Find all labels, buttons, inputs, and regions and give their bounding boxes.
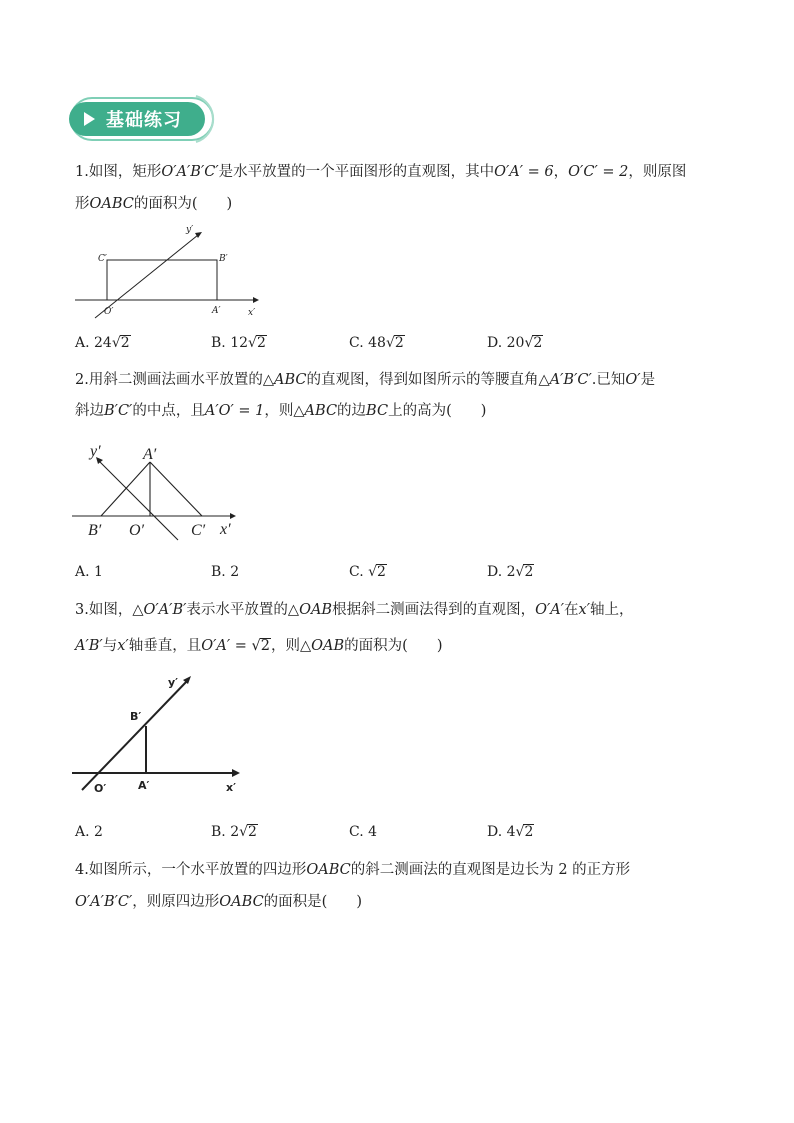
question-3-figure xyxy=(70,670,250,800)
question-2-line-1: 2.用斜二测画法画水平放置的△ABC的直观图，得到如图所示的等腰直角△A′B′C′.已知O′是 xyxy=(75,372,656,388)
q3-option-d[interactable]: D. 4√2 xyxy=(487,824,534,840)
section-title: 基础练习 xyxy=(106,110,182,131)
question-1-line-1: 1.如图，矩形O′A′B′C′是水平放置的一个平面图形的直观图，其中O′A′ = 6，O′C′ = 2，则原图 xyxy=(75,164,687,180)
label-y: y′ xyxy=(90,443,101,460)
label-x: x′ xyxy=(248,308,256,318)
question-2-figure xyxy=(70,432,250,544)
q2-option-c[interactable]: C. √2 xyxy=(349,564,386,580)
question-3-line-2: A′B′与x′轴垂直，且O′A′ = √2，则△OAB的面积为( ) xyxy=(75,638,443,654)
label-b: B′ xyxy=(219,254,228,264)
q2-option-a[interactable]: A. 1 xyxy=(75,564,103,580)
rectangle xyxy=(107,260,217,300)
question-2-line-2: 斜边B′C′的中点，且A′O′ = 1，则△ABC的边BC上的高为( ) xyxy=(75,403,487,419)
q2-option-d[interactable]: D. 2√2 xyxy=(487,564,534,580)
q3-option-b[interactable]: B. 2√2 xyxy=(211,824,257,840)
q1-option-b[interactable]: B. 12√2 xyxy=(211,335,266,351)
label-o: O′ xyxy=(94,782,107,795)
label-c: C′ xyxy=(191,522,206,539)
label-b: B′ xyxy=(130,710,142,723)
question-4-line-2: O′A′B′C′，则原四边形OABC的面积是( ) xyxy=(75,894,362,910)
question-3-line-1: 3.如图，△O′A′B′表示水平放置的△OAB根据斜二测画法得到的直观图，O′A′在x′轴上， xyxy=(75,602,634,618)
side-ac xyxy=(150,462,202,516)
label-c: C′ xyxy=(98,254,107,264)
question-1-line-2: 形OABC的面积为( ) xyxy=(75,196,233,212)
label-x: x′ xyxy=(226,781,236,794)
x-arrow xyxy=(253,297,259,303)
label-a: A′ xyxy=(212,306,221,316)
section-badge xyxy=(62,93,218,145)
label-o: O′ xyxy=(129,522,145,539)
label-a: A′ xyxy=(143,446,157,463)
q2-option-b[interactable]: B. 2 xyxy=(211,564,240,580)
q3-option-c[interactable]: C. 4 xyxy=(349,824,378,840)
q1-option-c[interactable]: C. 48√2 xyxy=(349,335,404,351)
label-a: A′ xyxy=(138,779,150,792)
label-o: O′ xyxy=(104,307,114,317)
label-x: x′ xyxy=(220,521,231,538)
q3-option-a[interactable]: A. 2 xyxy=(75,824,103,840)
label-y: y′ xyxy=(168,676,179,689)
label-b: B′ xyxy=(88,522,102,539)
question-4-line-1: 4.如图所示，一个水平放置的四边形OABC的斜二测画法的直观图是边长为 2 的正方形 xyxy=(75,862,631,878)
question-1-figure xyxy=(70,222,270,322)
label-y: y′ xyxy=(186,225,194,235)
y-axis xyxy=(95,235,198,318)
q1-option-a[interactable]: A. 24√2 xyxy=(75,335,130,351)
q1-option-d[interactable]: D. 20√2 xyxy=(487,335,543,351)
